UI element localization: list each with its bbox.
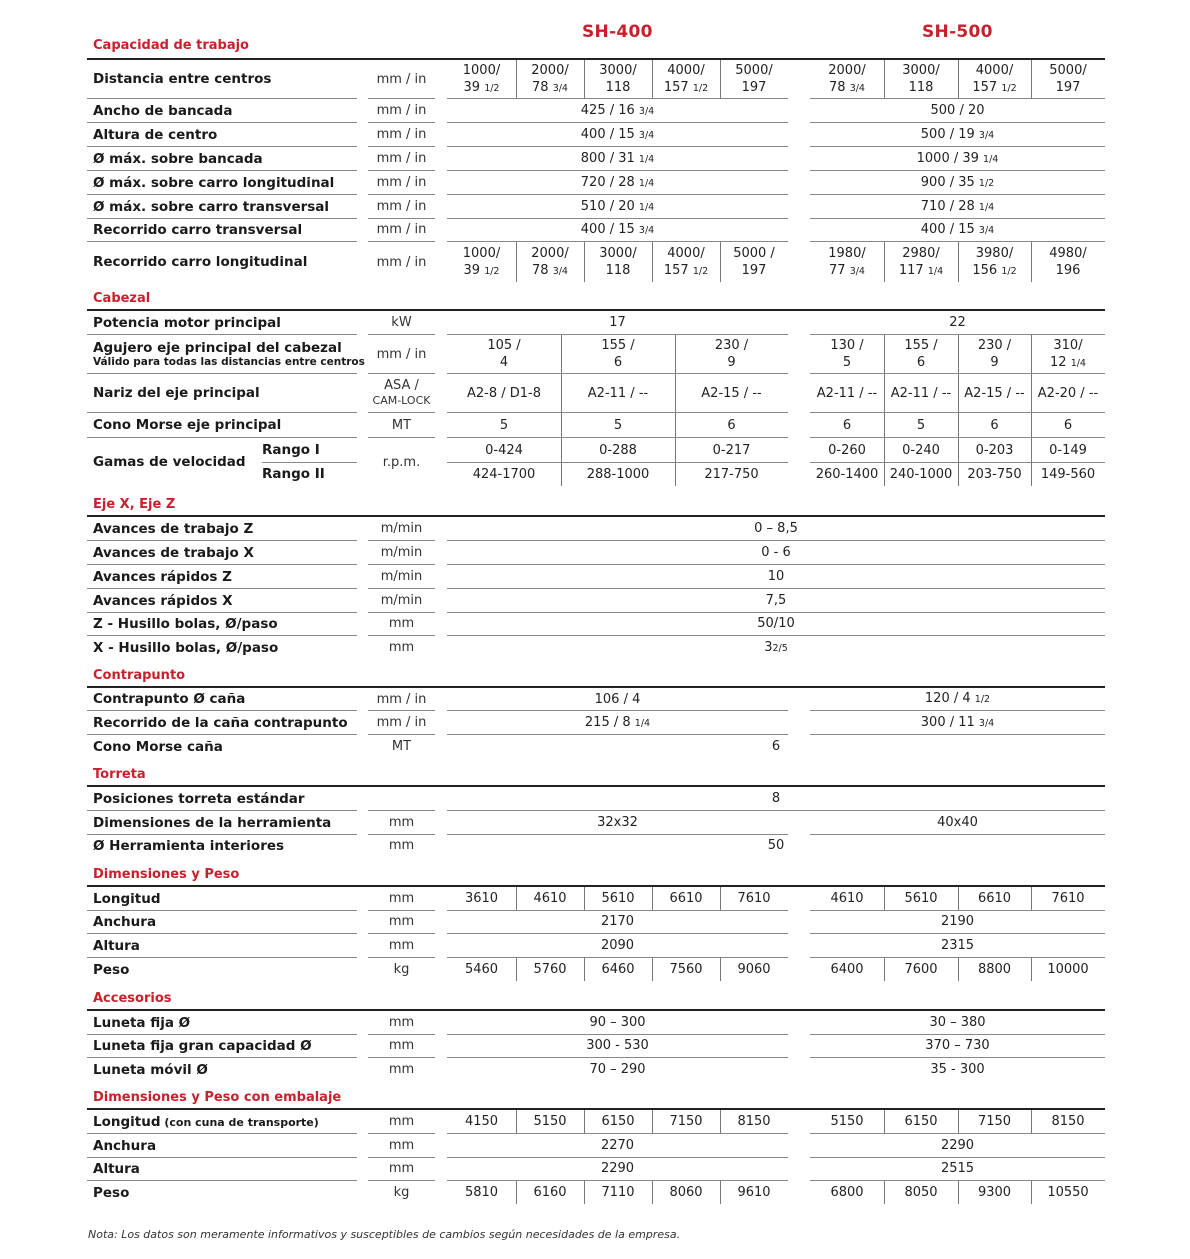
spec-label: Dimensiones de la herramienta bbox=[93, 814, 332, 831]
spec-value: 7610 bbox=[1051, 891, 1085, 906]
spec-unit: mm bbox=[388, 1015, 415, 1030]
spec-unit: mm bbox=[388, 938, 415, 953]
spec-value: 6 bbox=[771, 739, 781, 754]
column-divider bbox=[516, 242, 517, 282]
spec-value: 510 / 20 1/4 bbox=[580, 198, 655, 214]
spec-value: 155 / 6 bbox=[601, 338, 635, 370]
spec-unit: mm bbox=[388, 640, 415, 655]
column-divider bbox=[516, 1181, 517, 1204]
spec-value: 1980/ 77 3/4 bbox=[828, 245, 866, 278]
spec-value: A2-15 / -- bbox=[964, 385, 1025, 401]
spec-value: 50/10 bbox=[757, 616, 795, 631]
spec-label: Z - Husillo bolas, Ø/paso bbox=[93, 615, 278, 632]
column-divider bbox=[675, 335, 676, 373]
column-divider bbox=[958, 60, 959, 98]
column-divider bbox=[652, 242, 653, 282]
spec-unit: kW bbox=[391, 315, 412, 330]
column-divider bbox=[884, 242, 885, 282]
spec-value: 400 / 15 3/4 bbox=[920, 221, 995, 237]
spec-value: 106 / 4 bbox=[594, 691, 641, 707]
spec-unit: mm bbox=[388, 1114, 415, 1129]
column-divider bbox=[516, 60, 517, 98]
column-divider bbox=[1031, 1110, 1032, 1133]
spec-label: Luneta móvil Ø bbox=[93, 1061, 208, 1078]
spec-value: 5 bbox=[613, 417, 623, 433]
column-divider bbox=[958, 242, 959, 282]
column-divider bbox=[652, 60, 653, 98]
spec-unit: m/min bbox=[380, 593, 423, 608]
spec-value: 6 bbox=[727, 417, 736, 433]
spec-value: 5610 bbox=[904, 891, 938, 906]
spec-value: 900 / 35 1/2 bbox=[920, 174, 995, 190]
spec-value: 4000/ 157 1/2 bbox=[972, 62, 1017, 95]
spec-value: A2-11 / -- bbox=[587, 385, 649, 401]
column-divider bbox=[884, 887, 885, 910]
column-divider bbox=[561, 374, 562, 412]
spec-value: 800 / 31 1/4 bbox=[580, 150, 655, 166]
column-divider bbox=[884, 958, 885, 981]
spec-value: 6610 bbox=[669, 891, 703, 906]
column-divider bbox=[884, 438, 885, 486]
spec-unit: mm / in bbox=[376, 127, 427, 142]
spec-value: 8150 bbox=[737, 1114, 771, 1129]
spec-value: A2-15 / -- bbox=[701, 385, 762, 401]
spec-value: 4610 bbox=[830, 891, 864, 906]
spec-label: Potencia motor principal bbox=[93, 314, 281, 331]
spec-label: Altura de centro bbox=[93, 126, 218, 143]
spec-unit: mm / in bbox=[376, 254, 427, 270]
footnote: Nota: Los datos son meramente informativos y susceptibles de cambios según necesidades de la empresa. bbox=[88, 1228, 681, 1241]
spec-label: Recorrido carro transversal bbox=[93, 221, 303, 238]
column-divider bbox=[561, 335, 562, 373]
spec-label: Avances de trabajo Z bbox=[93, 520, 254, 537]
column-divider bbox=[652, 958, 653, 981]
section-title: Accesorios bbox=[93, 991, 172, 1006]
column-divider bbox=[958, 413, 959, 437]
spec-value: 425 / 16 3/4 bbox=[580, 102, 655, 118]
spec-value: 17 bbox=[609, 315, 626, 330]
column-divider bbox=[516, 958, 517, 981]
spec-value: 240-1000 bbox=[889, 466, 953, 482]
spec-value: 2000/ 78 3/4 bbox=[828, 62, 866, 95]
spec-value: 5610 bbox=[601, 891, 635, 906]
spec-unit: mm / in bbox=[376, 103, 427, 118]
spec-value: 400 / 15 3/4 bbox=[580, 126, 655, 142]
spec-value: 22 bbox=[949, 315, 966, 330]
spec-value: 3610 bbox=[464, 891, 499, 906]
spec-value: 4000/ 157 1/2 bbox=[663, 245, 709, 278]
spec-unit: mm bbox=[388, 1062, 415, 1077]
spec-value: 5760 bbox=[533, 962, 567, 977]
spec-value: 0 - 6 bbox=[761, 545, 791, 560]
spec-value: 710 / 28 1/4 bbox=[920, 198, 995, 214]
column-divider bbox=[1031, 413, 1032, 437]
spec-value: 6 bbox=[842, 417, 852, 433]
column-divider bbox=[516, 1110, 517, 1133]
column-divider bbox=[584, 1181, 585, 1204]
column-divider bbox=[652, 887, 653, 910]
spec-value: 8 bbox=[771, 791, 781, 806]
column-divider bbox=[1031, 242, 1032, 282]
section-title: Eje X, Eje Z bbox=[93, 497, 176, 512]
spec-unit: mm / in bbox=[376, 222, 427, 237]
column-divider bbox=[720, 1110, 721, 1133]
spec-label: Contrapunto Ø caña bbox=[93, 691, 246, 707]
section-title: Dimensiones y Peso con embalaje bbox=[93, 1090, 342, 1105]
spec-value: 4980/ 196 bbox=[1049, 246, 1087, 278]
spec-unit: ASA / CAM-LOCK bbox=[372, 378, 431, 407]
spec-value: 215 / 8 1/4 bbox=[584, 714, 651, 730]
spec-unit: r.p.m. bbox=[382, 454, 421, 470]
spec-label: Gamas de velocidad bbox=[93, 454, 246, 470]
column-divider bbox=[1031, 958, 1032, 981]
spec-value: 2315 bbox=[940, 938, 975, 953]
spec-label: Ø máx. sobre carro transversal bbox=[93, 198, 330, 215]
column-divider bbox=[584, 242, 585, 282]
spec-label: Nariz del eje principal bbox=[93, 385, 260, 401]
column-divider bbox=[884, 1181, 885, 1204]
column-divider bbox=[1031, 887, 1032, 910]
spec-label: Recorrido de la caña contrapunto bbox=[93, 714, 348, 731]
spec-label: X - Husillo bolas, Ø/paso bbox=[93, 639, 279, 656]
spec-value: 5000/ 197 bbox=[735, 63, 773, 95]
spec-value: 6800 bbox=[830, 1185, 864, 1200]
spec-value: 260-1400 bbox=[815, 466, 879, 482]
spec-value: 5 bbox=[916, 417, 926, 433]
spec-unit: mm / in bbox=[376, 71, 427, 87]
spec-unit: mm / in bbox=[376, 691, 427, 707]
spec-value: 2170 bbox=[600, 914, 635, 929]
spec-unit: kg bbox=[393, 962, 410, 977]
column-divider bbox=[720, 242, 721, 282]
column-divider bbox=[720, 887, 721, 910]
spec-label: Luneta fija Ø bbox=[93, 1014, 191, 1031]
column-divider bbox=[720, 60, 721, 98]
column-divider bbox=[584, 1110, 585, 1133]
spec-value: 0-149 bbox=[1049, 442, 1087, 458]
spec-value: A2-11 / -- bbox=[816, 385, 878, 401]
spec-value: 4150 bbox=[464, 1114, 499, 1129]
spec-value: 2000/ 78 3/4 bbox=[531, 62, 569, 95]
spec-value: 2090 bbox=[600, 938, 635, 953]
spec-value: 6150 bbox=[904, 1114, 938, 1129]
spec-unit: m/min bbox=[380, 521, 423, 536]
spec-value: 7150 bbox=[977, 1114, 1012, 1129]
model-title-sh400: SH-400 bbox=[582, 22, 653, 42]
spec-value: 155 / 6 bbox=[904, 338, 938, 370]
spec-value: 6150 bbox=[601, 1114, 635, 1129]
column-divider bbox=[884, 1110, 885, 1133]
spec-value: 500 / 19 3/4 bbox=[920, 126, 995, 142]
spec-value: 7600 bbox=[904, 962, 938, 977]
spec-value: 424-1700 bbox=[472, 466, 536, 482]
column-divider bbox=[720, 1181, 721, 1204]
spec-label: Anchura bbox=[93, 1137, 157, 1154]
spec-value: 6400 bbox=[830, 962, 864, 977]
spec-label: Agujero eje principal del cabezal Válido para todas las distancias entre centros bbox=[93, 340, 365, 368]
range-label: Rango I bbox=[262, 442, 320, 458]
spec-value: 5000 / 197 bbox=[733, 246, 775, 278]
spec-unit: mm / in bbox=[376, 151, 427, 166]
spec-value: A2-11 / -- bbox=[890, 385, 952, 401]
spec-unit: mm / in bbox=[376, 199, 427, 214]
spec-unit: mm bbox=[388, 1038, 415, 1053]
spec-value: 3980/ 156 1/2 bbox=[972, 245, 1017, 278]
spec-value: 2980/ 117 1/4 bbox=[898, 245, 944, 278]
spec-value: 0-217 bbox=[712, 442, 751, 458]
spec-unit: mm bbox=[388, 1138, 415, 1153]
spec-label: Posiciones torreta estándar bbox=[93, 790, 305, 807]
spec-value: 370 – 730 bbox=[925, 1038, 990, 1053]
spec-value: 5150 bbox=[830, 1114, 864, 1129]
column-divider bbox=[675, 374, 676, 412]
column-divider bbox=[652, 1181, 653, 1204]
spec-value: 1000 / 39 1/4 bbox=[916, 150, 999, 166]
spec-unit: kg bbox=[393, 1185, 410, 1200]
spec-value: 5460 bbox=[464, 962, 499, 977]
spec-value: 32x32 bbox=[597, 815, 638, 830]
spec-value: 6460 bbox=[601, 962, 635, 977]
column-divider bbox=[958, 1181, 959, 1204]
spec-value: 2270 bbox=[600, 1138, 635, 1153]
model-title-sh500: SH-500 bbox=[922, 22, 993, 42]
spec-value: 300 / 11 3/4 bbox=[920, 714, 995, 730]
spec-value: 2290 bbox=[940, 1138, 975, 1153]
column-divider bbox=[884, 374, 885, 412]
spec-value: 6 bbox=[1063, 417, 1073, 433]
spec-label: Ø máx. sobre carro longitudinal bbox=[93, 174, 335, 191]
column-divider bbox=[884, 335, 885, 373]
column-divider bbox=[958, 958, 959, 981]
spec-label: Luneta fija gran capacidad Ø bbox=[93, 1037, 312, 1054]
spec-value: A2-20 / -- bbox=[1037, 385, 1099, 401]
spec-label: Altura bbox=[93, 1160, 140, 1177]
spec-value: 5150 bbox=[533, 1114, 567, 1129]
spec-value: 149-560 bbox=[1040, 466, 1096, 482]
spec-value: 10000 bbox=[1047, 962, 1089, 977]
spec-value: 1000/ 39 1/2 bbox=[462, 245, 501, 278]
spec-value: 5810 bbox=[464, 1185, 499, 1200]
spec-value: 5000/ 197 bbox=[1049, 63, 1087, 95]
column-divider bbox=[1031, 374, 1032, 412]
spec-label: Altura bbox=[93, 937, 140, 954]
spec-label: Ø máx. sobre bancada bbox=[93, 150, 263, 167]
spec-value: 310/ 12 1/4 bbox=[1050, 337, 1086, 370]
spec-value: 50 bbox=[767, 838, 785, 853]
range-label: Rango II bbox=[262, 466, 325, 482]
spec-value: 0-203 bbox=[975, 442, 1014, 458]
spec-value: 4610 bbox=[533, 891, 567, 906]
spec-value: 35 - 300 bbox=[930, 1062, 985, 1077]
spec-value: 217-750 bbox=[704, 466, 759, 482]
spec-value: 7560 bbox=[669, 962, 703, 977]
column-divider bbox=[1031, 438, 1032, 486]
spec-value: A2-8 / D1-8 bbox=[466, 385, 541, 401]
spec-value: 130 / 5 bbox=[830, 338, 864, 370]
spec-value: 9300 bbox=[977, 1185, 1012, 1200]
spec-value: 10550 bbox=[1047, 1185, 1089, 1200]
spec-unit: mm / in bbox=[376, 715, 427, 730]
section-title: Torreta bbox=[93, 767, 146, 782]
spec-value: 203-750 bbox=[967, 466, 1022, 482]
spec-unit: MT bbox=[391, 417, 412, 433]
spec-label: Ø Herramienta interiores bbox=[93, 837, 285, 854]
column-divider bbox=[584, 887, 585, 910]
spec-value: 8800 bbox=[977, 962, 1012, 977]
section-title: Cabezal bbox=[93, 291, 151, 306]
spec-label: Longitud (con cuna de transporte) bbox=[93, 1113, 319, 1130]
spec-value: 400 / 15 3/4 bbox=[580, 221, 655, 237]
spec-value: 8150 bbox=[1051, 1114, 1085, 1129]
row-rule bbox=[262, 462, 357, 463]
spec-label: Avances de trabajo X bbox=[93, 544, 254, 561]
spec-value: 30 – 380 bbox=[929, 1015, 986, 1030]
spec-value: 10 bbox=[767, 569, 785, 584]
spec-unit: mm bbox=[388, 838, 415, 853]
spec-label: Avances rápidos X bbox=[93, 592, 233, 609]
spec-value: 2515 bbox=[940, 1161, 975, 1176]
column-divider bbox=[958, 374, 959, 412]
spec-label: Avances rápidos Z bbox=[93, 568, 232, 585]
column-divider bbox=[1031, 60, 1032, 98]
spec-unit: MT bbox=[391, 739, 412, 754]
spec-value: 500 / 20 bbox=[930, 103, 985, 118]
spec-unit: mm bbox=[388, 616, 415, 631]
spec-value: 3000/ 118 bbox=[902, 63, 940, 95]
spec-value: 6610 bbox=[977, 891, 1012, 906]
spec-value: 7110 bbox=[601, 1185, 635, 1200]
column-divider bbox=[675, 413, 676, 437]
column-divider bbox=[584, 958, 585, 981]
spec-value: 3000/ 118 bbox=[599, 246, 637, 278]
column-divider bbox=[675, 438, 676, 486]
spec-value: 32/5 bbox=[764, 639, 788, 655]
column-divider bbox=[958, 335, 959, 373]
spec-value: 105 / 4 bbox=[487, 338, 521, 370]
spec-value: 5 bbox=[499, 417, 509, 433]
column-divider bbox=[561, 438, 562, 486]
spec-value: 2000/ 78 3/4 bbox=[531, 245, 569, 278]
column-divider bbox=[1031, 1181, 1032, 1204]
spec-value: 300 - 530 bbox=[586, 1038, 649, 1053]
spec-label: Recorrido carro longitudinal bbox=[93, 254, 308, 270]
column-divider bbox=[584, 60, 585, 98]
spec-value: 7610 bbox=[737, 891, 771, 906]
spec-label: Peso bbox=[93, 961, 130, 978]
spec-unit: mm bbox=[388, 815, 415, 830]
column-divider bbox=[958, 887, 959, 910]
spec-value: 0 – 8,5 bbox=[754, 521, 798, 536]
spec-label: Distancia entre centros bbox=[93, 71, 272, 87]
spec-value: 0-424 bbox=[485, 442, 523, 458]
spec-unit: mm bbox=[388, 914, 415, 929]
spec-value: 2190 bbox=[940, 914, 975, 929]
spec-label: Peso bbox=[93, 1184, 130, 1201]
spec-unit: m/min bbox=[380, 545, 423, 560]
spec-value: 288-1000 bbox=[586, 466, 650, 482]
spec-value: 120 / 4 1/2 bbox=[924, 691, 991, 706]
spec-value: 6 bbox=[990, 417, 999, 433]
spec-label: Longitud bbox=[93, 890, 161, 907]
spec-value: 0-288 bbox=[599, 442, 637, 458]
row-rule bbox=[447, 462, 788, 463]
spec-label: Ancho de bancada bbox=[93, 102, 233, 119]
spec-value: 1000/ 39 1/2 bbox=[462, 62, 501, 95]
section-title: Dimensiones y Peso bbox=[93, 867, 240, 882]
spec-unit: mm bbox=[388, 891, 415, 906]
column-divider bbox=[958, 1110, 959, 1133]
section-title: Capacidad de trabajo bbox=[93, 38, 249, 53]
spec-label: Cono Morse eje principal bbox=[93, 417, 282, 433]
spec-value: 9060 bbox=[737, 962, 771, 977]
column-divider bbox=[1031, 335, 1032, 373]
spec-unit: mm bbox=[388, 1161, 415, 1176]
column-divider bbox=[561, 413, 562, 437]
spec-value: 8060 bbox=[669, 1185, 703, 1200]
spec-value: 230 / 9 bbox=[977, 338, 1012, 370]
spec-unit bbox=[368, 787, 435, 810]
spec-value: 70 – 290 bbox=[589, 1062, 646, 1077]
spec-unit: mm / in bbox=[376, 346, 427, 362]
spec-value: 7150 bbox=[669, 1114, 703, 1129]
spec-unit: mm / in bbox=[376, 175, 427, 190]
spec-value: 9610 bbox=[737, 1185, 771, 1200]
spec-value: 90 – 300 bbox=[589, 1015, 646, 1030]
spec-value: 40x40 bbox=[937, 815, 978, 830]
spec-value: 230 / 9 bbox=[714, 338, 749, 370]
column-divider bbox=[884, 413, 885, 437]
column-divider bbox=[516, 887, 517, 910]
column-divider bbox=[720, 958, 721, 981]
spec-value: 6160 bbox=[533, 1185, 567, 1200]
spec-value: 720 / 28 1/4 bbox=[580, 174, 655, 190]
column-divider bbox=[652, 1110, 653, 1133]
column-divider bbox=[884, 60, 885, 98]
spec-value: 8050 bbox=[904, 1185, 938, 1200]
spec-label: Cono Morse caña bbox=[93, 738, 223, 755]
spec-value: 0-260 bbox=[828, 442, 866, 458]
spec-value: 2290 bbox=[600, 1161, 635, 1176]
spec-unit: m/min bbox=[380, 569, 423, 584]
column-divider bbox=[958, 438, 959, 486]
section-title: Contrapunto bbox=[93, 668, 186, 683]
spec-value: 7,5 bbox=[765, 593, 787, 608]
spec-value: 0-240 bbox=[902, 442, 940, 458]
spec-value: 4000/ 157 1/2 bbox=[663, 62, 709, 95]
spec-label: Anchura bbox=[93, 913, 157, 930]
spec-value: 3000/ 118 bbox=[599, 63, 637, 95]
